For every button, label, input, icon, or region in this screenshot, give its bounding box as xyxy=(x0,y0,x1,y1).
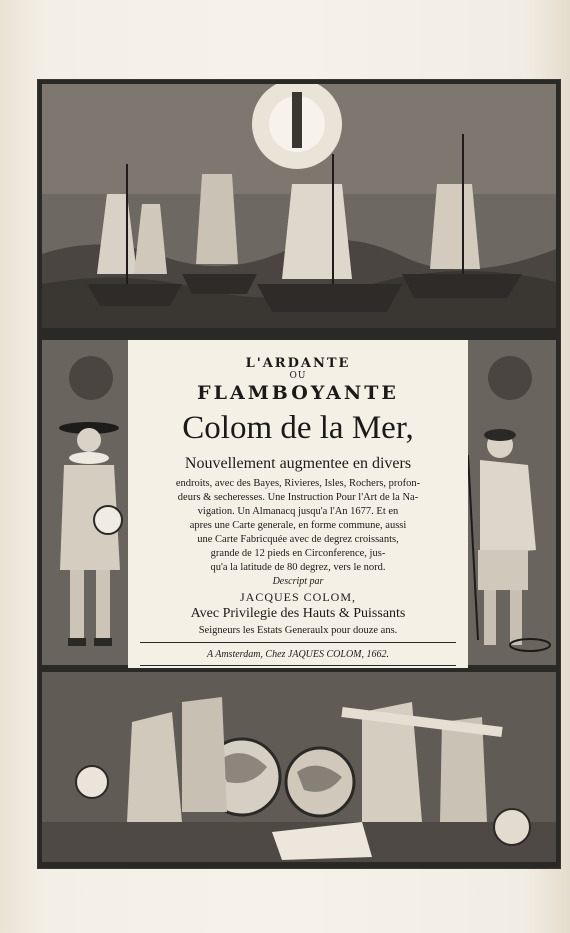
coat-of-arms-shield-icon xyxy=(488,356,532,400)
author-name: JACQUES COLOM, xyxy=(239,590,356,604)
privilege-detail: Seigneurs les Estats Generaulx pour douze ans. xyxy=(198,625,398,636)
sailor-figure xyxy=(458,340,556,665)
astrolabe-icon xyxy=(76,766,108,798)
coat-of-arms-lion-icon xyxy=(69,356,113,400)
imprint: A Amsterdam, Chez JAQUES COLOM, 1662. xyxy=(206,649,390,660)
description-line: endroits, avec des Bayes, Rivieres, Isles, Rochers, profon- xyxy=(175,478,421,489)
navigator-figure xyxy=(42,340,140,665)
subtitle: Nouvellement augmentee en divers xyxy=(184,455,412,472)
title-line-3: FLAMBOYANTE xyxy=(197,382,399,404)
ships-engraving xyxy=(42,84,556,328)
title-line-1: L'ARDANTE xyxy=(245,356,351,371)
description-line: grande de 12 pieds en Circonference, jus- xyxy=(210,548,386,559)
mariners-engraving xyxy=(42,672,556,862)
author-intro: Descript par xyxy=(272,576,324,587)
divider xyxy=(140,642,456,643)
description-line: vigation. Un Almanacq jusqu'a l'An 1677. Et en xyxy=(197,506,399,517)
description-line: qu'a la latitude de 80 degrez, vers le nord. xyxy=(210,562,386,573)
main-title: Colom de la Mer, xyxy=(182,410,414,446)
title-cartouche xyxy=(128,340,468,668)
description-line: apres une Carte generale, en forme commune, aussi xyxy=(189,520,407,531)
description-line: deurs & secheresses. Une Instruction Pour l'Art de la Na- xyxy=(177,492,419,503)
privilege-line: Avec Privilegie des Hauts & Puissants xyxy=(190,606,406,621)
title-line-2: OU xyxy=(289,371,307,381)
description-line: une Carte Fabricquée avec de degrez croissants, xyxy=(197,534,399,545)
divider xyxy=(140,665,456,666)
